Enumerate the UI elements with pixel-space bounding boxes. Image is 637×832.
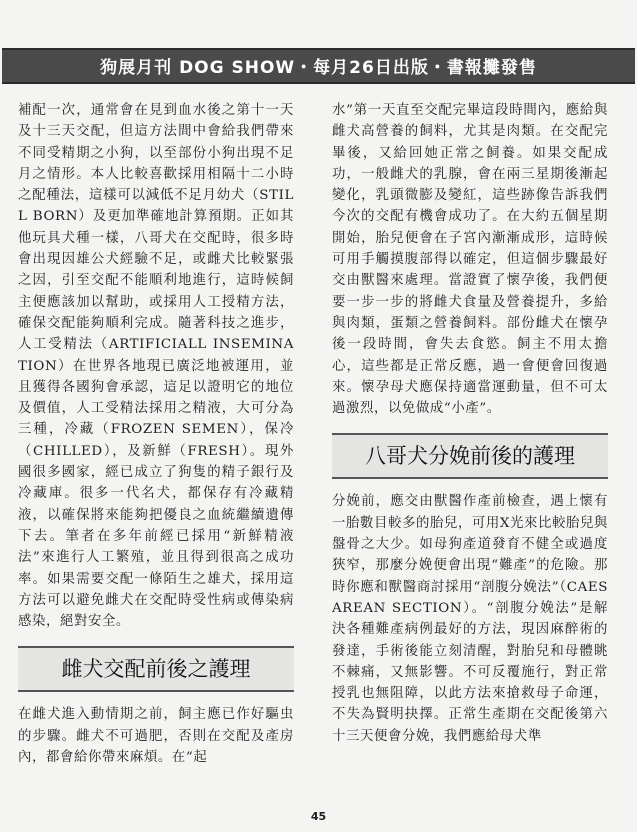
article-paragraph: 在雌犬進入動情期之前，飼主應已作好驅虫的步驟。雌犬不可過肥，否則在交配及產房內，都會給你帶來麻煩。在“起: [18, 707, 294, 766]
article-paragraph: 水”第一天直至交配完畢這段時間內，應給與雌犬高營養的飼料，尤其是肉類。在交配完畢後，又給回她正常之飼養。如果交配成功，一般雌犬的乳腺，會在兩三星期後漸起變化，乳頭微膨及變紅，這些跡像告訴我們今次的交配有機會成功了。在大約五個星期開始，胎兒便會在子宮內漸漸成形，這時候可用手觸摸腹部得以確定，但這個步驟最好交由獸醫來處理。當證實了懷孕後，我們便要一步一步的將雌犬食量及營養提升，多給與肉類，蛋類之營養飼料。部份雌犬在懷孕後一段時間，會失去食慾。飼主不用太擔心，這些都是正常反應，過一會便會回復過來。懷孕母犬應保持適當運動量，但不可太過激烈，以免做成“小產”。: [332, 103, 608, 417]
article-paragraph: 補配一次，通常會在見到血水後之第十一天及十三天交配，但這方法間中會給我們帶來不同受精期之小狗，以至部份小狗出現不足月之情形。本人比較喜歡採用相隔十二小時之配種法，這樣可以減低不足月幼犬（STILL BORN）及更加準確地計算預期。正如其他玩具犬種一樣，八哥犬在交配時，很多時會出現因雄公犬經驗不足，或雌犬比較緊張之因，引至交配不能順利地進行，這時候飼主便應該加以幫助，或採用人工授精方法，確保交配能夠順利完成。隨著科技之進步，人工受精法（ARTIFICIALL INSEMINATION）在世界各地現已廣泛地被運用，並且獲得各國狗會承認，這足以證明它的地位及價值，人工受精法採用之精液，大可分為三種，冷藏（FROZEN SEMEN），保冷（CHILLED），及新鮮（FRESH）。現外國很多國家，經已成立了狗隻的精子銀行及冷藏庫。很多一代名犬，都保存有冷藏精液，以確保將來能夠把優良之血統繼續遺傳下去。筆者在多年前經已採用“新鮮精液法”來進行人工繁殖，並且得到很高之成功率。如果需要交配一條陌生之雄犬，採用這方法可以避免雌犬在交配時受性病或傳染病感染，絕對安全。: [18, 103, 294, 630]
article-paragraph: 分娩前，應交由獸醫作產前檢查，遇上懷有一胎數目較多的胎兒，可用X光來比較胎兒與盤骨之大少。如母狗產道發育不健全或過度狹窄，那麼分娩便會出現“難產”的危險。那時你應和獸醫商討採用“剖腹分娩法”（CAESAREAN SECTION）。“剖腹分娩法”是解決各種難產病例最好的方法，現因麻醉術的發達，手術後能立刻清醒，對胎兒和母體眺不棘痛，又無影響。不可反覆施行，對正常授乳也無阻障，以此方法來搶救母子命運，不失為賢明抉擇。正常生產期在交配後第六十三天便會分娩，我們應給母犬準: [332, 494, 608, 744]
page-number: 45: [310, 810, 327, 823]
left-column: [18, 100, 294, 768]
magazine-banner: 狗展月刊 DOG SHOW・每月26日出版・書報攤發售: [2, 48, 635, 84]
right-column: [332, 100, 608, 747]
section-heading-whelping-care: 八哥犬分娩前後的護理: [332, 433, 608, 479]
section-heading-female-care: 雌犬交配前後之護理: [18, 646, 294, 692]
